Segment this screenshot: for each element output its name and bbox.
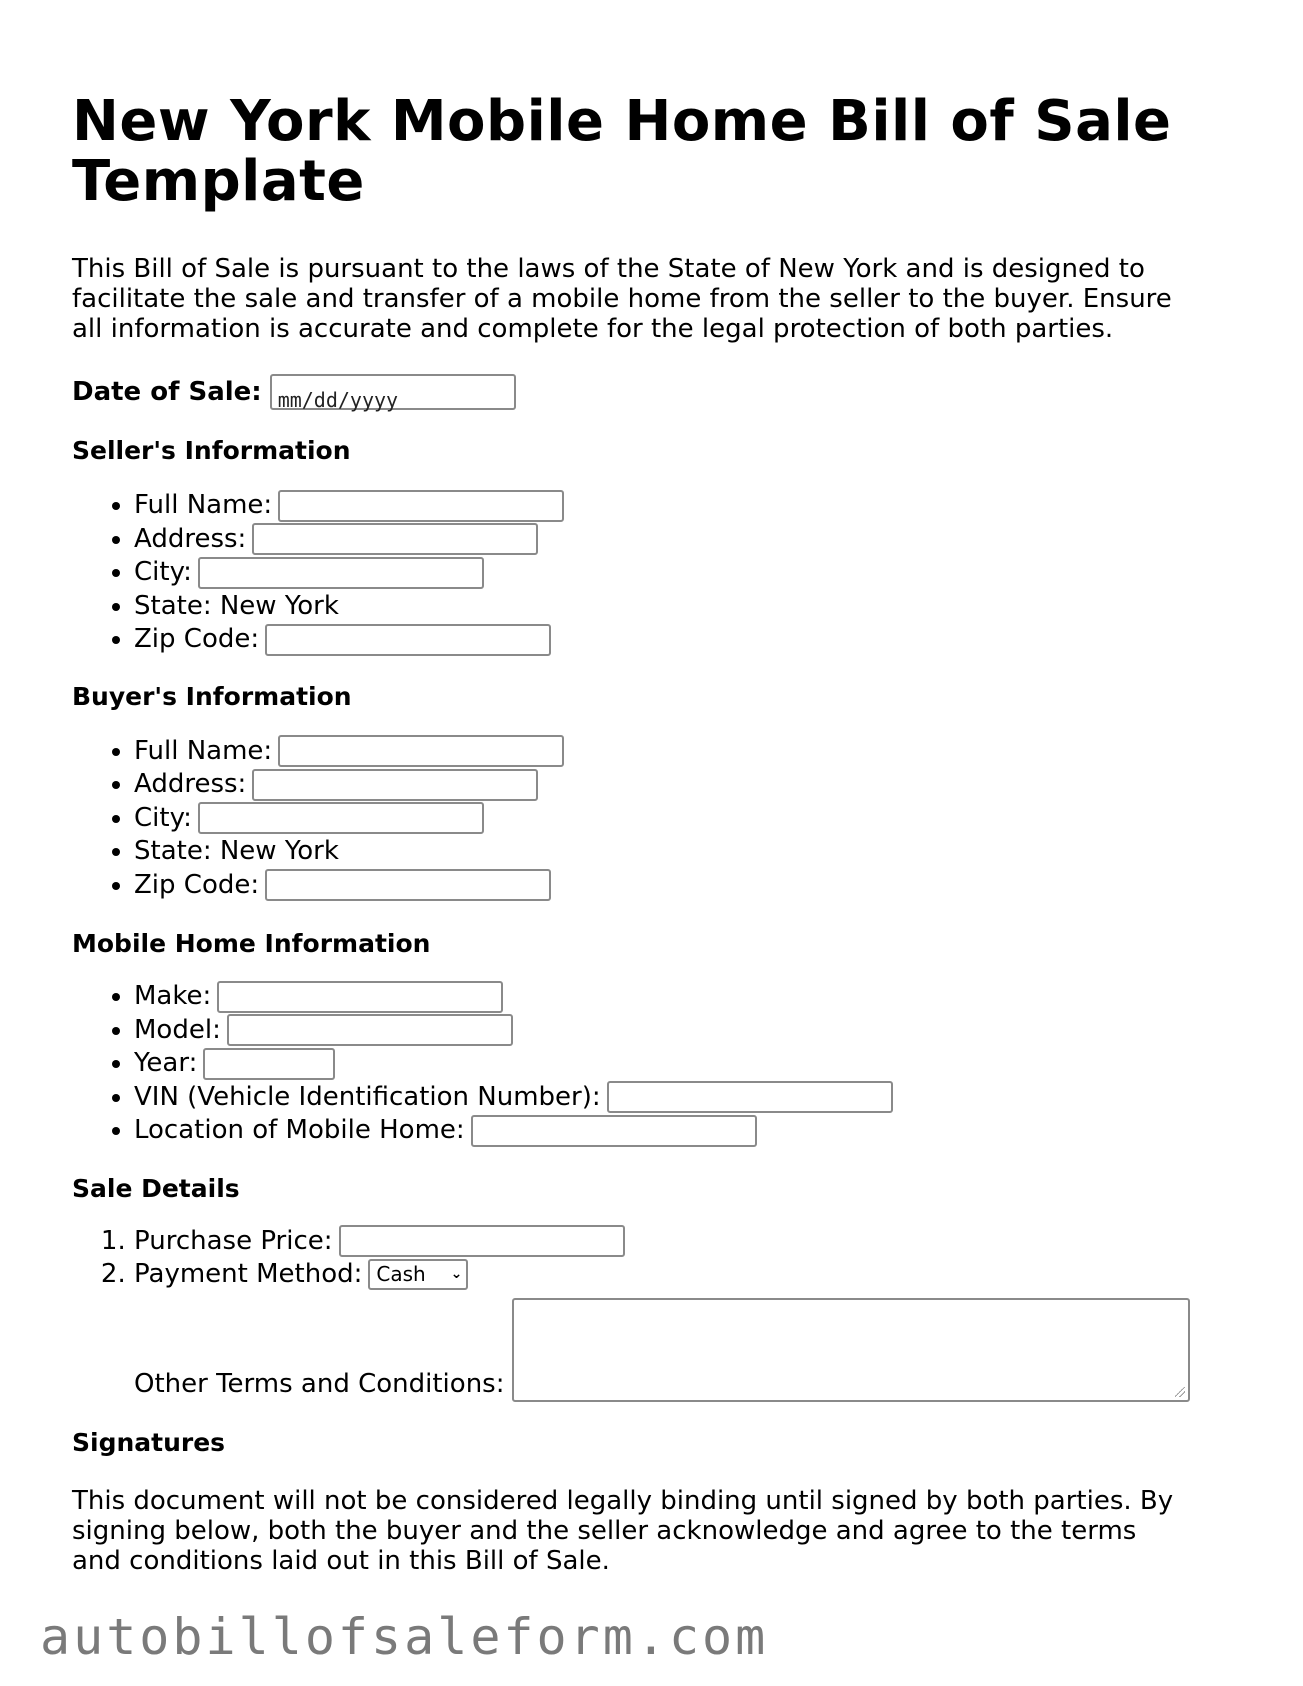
seller-state-text: State: New York bbox=[134, 590, 339, 621]
vin-input[interactable] bbox=[607, 1081, 893, 1113]
model-input[interactable] bbox=[227, 1014, 513, 1046]
payment-method-select[interactable] bbox=[368, 1259, 468, 1290]
terms-label: Other Terms and Conditions: bbox=[134, 1369, 505, 1399]
chevron-down-icon: ⌄ bbox=[450, 1265, 463, 1282]
list-item bbox=[134, 735, 1192, 769]
payment-method-label: Payment Method: bbox=[134, 1259, 363, 1289]
list-item bbox=[134, 869, 1192, 903]
date-of-sale-input[interactable]: mm/dd/yyyy bbox=[270, 374, 516, 410]
list-item bbox=[134, 835, 1192, 869]
watermark: autobillofsaleform.com bbox=[40, 1608, 769, 1666]
list-item bbox=[134, 1225, 1192, 1259]
document bbox=[72, 0, 1192, 1576]
buyer-city-input[interactable] bbox=[198, 802, 484, 834]
buyer-heading: Buyer's Information bbox=[72, 681, 352, 711]
list-item bbox=[134, 1047, 1192, 1081]
seller-full-name-label: Full Name: bbox=[134, 490, 273, 520]
seller-address-label: Address: bbox=[134, 523, 247, 554]
date-of-sale-label: Date of Sale: bbox=[72, 377, 262, 407]
list-item bbox=[134, 1014, 1192, 1048]
list-item bbox=[134, 1258, 1192, 1292]
seller-zip-input[interactable] bbox=[265, 624, 551, 656]
buyer-address-label: Address: bbox=[134, 769, 247, 799]
make-label: Make: bbox=[134, 981, 212, 1011]
list-item bbox=[134, 1114, 1192, 1148]
date-of-sale-row bbox=[72, 372, 1192, 412]
payment-method-value: Cash bbox=[376, 1261, 426, 1286]
location-label: Location of Mobile Home: bbox=[134, 1115, 465, 1145]
make-input[interactable] bbox=[217, 981, 503, 1013]
sale-details-fields bbox=[72, 1225, 1192, 1402]
list-item bbox=[134, 1081, 1192, 1115]
list-item bbox=[134, 623, 1192, 657]
buyer-zip-input[interactable] bbox=[265, 869, 551, 901]
mobile-home-fields bbox=[72, 980, 1192, 1148]
list-item bbox=[134, 802, 1192, 836]
list-item bbox=[134, 980, 1192, 1014]
list-item bbox=[134, 556, 1192, 590]
buyer-city-label: City: bbox=[134, 802, 192, 833]
model-label: Model: bbox=[134, 1014, 221, 1045]
seller-address-input[interactable] bbox=[252, 523, 538, 555]
buyer-zip-label: Zip Code: bbox=[134, 869, 260, 900]
resize-grip-icon[interactable] bbox=[1175, 1387, 1185, 1397]
seller-fields bbox=[72, 489, 1192, 657]
location-input[interactable] bbox=[471, 1115, 757, 1147]
list-item bbox=[134, 489, 1192, 523]
signatures-heading: Signatures bbox=[72, 1427, 226, 1457]
list-item bbox=[134, 523, 1192, 557]
year-input[interactable] bbox=[203, 1048, 335, 1080]
intro-paragraph: This Bill of Sale is pursuant to the laws of the State of New York and is designed to facilitate the sale and transfer of a mobile home from the seller to the buyer. Ensure all information is accurate and complete for the legal protection of both parties. bbox=[72, 254, 1172, 344]
buyer-fields bbox=[72, 735, 1192, 903]
seller-full-name-input[interactable] bbox=[278, 490, 564, 522]
sale-details-heading: Sale Details bbox=[72, 1173, 240, 1203]
seller-heading: Seller's Information bbox=[72, 436, 351, 465]
list-item bbox=[134, 768, 1192, 802]
list-item bbox=[134, 1292, 1192, 1402]
seller-zip-label: Zip Code: bbox=[134, 624, 260, 654]
terms-textarea[interactable] bbox=[512, 1298, 1190, 1402]
year-label: Year: bbox=[134, 1048, 198, 1078]
purchase-price-input[interactable] bbox=[339, 1225, 625, 1257]
page-title: New York Mobile Home Bill of Sale Template bbox=[72, 89, 1172, 214]
vin-label: VIN (Vehicle Identification Number): bbox=[134, 1081, 601, 1112]
mobile-home-heading: Mobile Home Information bbox=[72, 929, 431, 958]
seller-city-input[interactable] bbox=[198, 557, 484, 589]
seller-city-label: City: bbox=[134, 557, 192, 587]
buyer-full-name-input[interactable] bbox=[278, 735, 564, 767]
buyer-full-name-label: Full Name: bbox=[134, 735, 273, 766]
buyer-address-input[interactable] bbox=[252, 769, 538, 801]
purchase-price-label: Purchase Price: bbox=[134, 1225, 333, 1256]
buyer-state-text: State: New York bbox=[134, 836, 339, 866]
signatures-paragraph: This document will not be considered legally binding until signed by both parties. By signing below, both the buyer and the seller acknowledge and agree to the terms and conditions laid out in this Bill of Sale. bbox=[72, 1485, 1174, 1576]
list-item bbox=[134, 590, 1192, 624]
